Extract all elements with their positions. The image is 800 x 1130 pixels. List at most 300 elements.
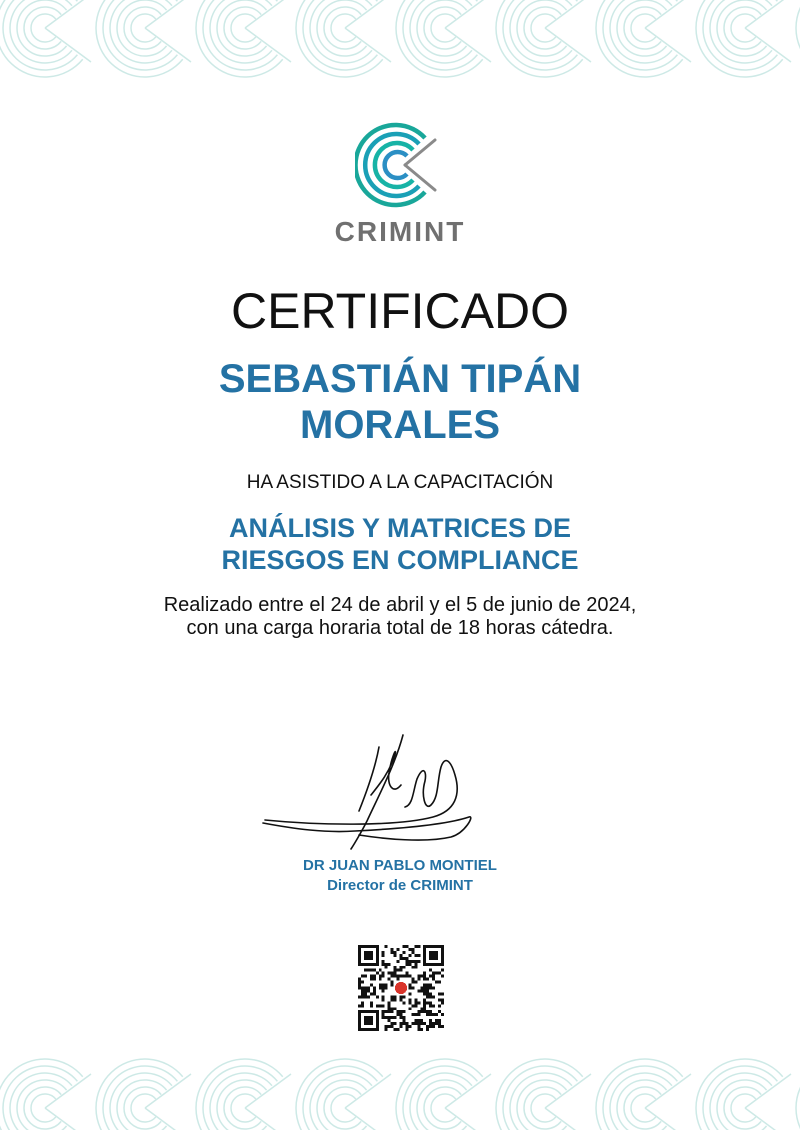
qr-module [370, 1001, 373, 1004]
band-arc [724, 1087, 761, 1129]
qr-module [391, 1016, 394, 1019]
band-pattern-icon [0, 0, 800, 80]
qr-module [408, 987, 411, 990]
qr-module [376, 1004, 379, 1007]
qr-module [394, 966, 397, 969]
qr-module [402, 1010, 405, 1013]
band-line [445, 1108, 491, 1130]
qr-module [376, 995, 379, 998]
qr-module [361, 981, 364, 984]
qr-module [414, 1004, 417, 1007]
band-line [45, 28, 91, 62]
band-line [545, 1108, 591, 1130]
band-arc-group [396, 1059, 491, 1130]
band-arc [531, 14, 556, 42]
band-line [445, 28, 491, 62]
qr-module [400, 975, 403, 978]
qr-module [426, 978, 429, 981]
qr-module [382, 951, 385, 954]
qr-module [394, 975, 397, 978]
qr-module [373, 987, 376, 990]
qr-module [364, 975, 367, 978]
band-arc [31, 1094, 56, 1122]
qr-module [382, 963, 385, 966]
crimint-logo-icon [355, 120, 445, 210]
qr-module [364, 995, 367, 998]
band-arc [531, 1094, 556, 1122]
qr-module [376, 972, 379, 975]
qr-module [426, 1025, 429, 1028]
qr-module [438, 1004, 441, 1007]
qr-module [394, 998, 397, 1001]
band-arc [631, 1094, 656, 1122]
qr-module [361, 1001, 364, 1004]
qr-module [420, 1010, 423, 1013]
band-arc [131, 14, 156, 42]
qr-module [429, 1013, 432, 1016]
band-arc [496, 0, 583, 77]
qr-module [388, 978, 391, 981]
qr-module [370, 992, 373, 995]
qr-module [397, 1013, 400, 1016]
qr-module [429, 975, 432, 978]
qr-module [394, 951, 397, 954]
band-line [745, 1074, 791, 1108]
qr-module [432, 975, 435, 978]
band-arc [110, 0, 172, 63]
qr-module [367, 969, 370, 972]
top-decorative-band [0, 0, 800, 80]
qr-module [426, 1010, 429, 1013]
qr-module [391, 998, 394, 1001]
qr-module [414, 960, 417, 963]
qr-module [432, 995, 435, 998]
qr-module [382, 1004, 385, 1007]
course-details [100, 594, 700, 640]
signatory-block [0, 856, 800, 896]
qr-module [441, 998, 444, 1001]
qr-module [370, 975, 373, 978]
qr-module [423, 992, 426, 995]
band-line [745, 28, 791, 62]
qr-module [394, 972, 397, 975]
recipient-name-line-1: SEBASTIÁN TIPÁN [218, 357, 582, 401]
qr-module [361, 987, 364, 990]
qr-module [414, 998, 417, 1001]
band-arc [310, 0, 372, 63]
band-arc-group [396, 0, 491, 77]
qr-module [441, 975, 444, 978]
qr-module [426, 1001, 429, 1004]
band-arc [696, 0, 783, 77]
qr-module [405, 960, 408, 963]
qr-module [441, 1001, 444, 1004]
qr-module [391, 951, 394, 954]
qr-module [394, 954, 397, 957]
qr-module [411, 948, 414, 951]
qr-module [408, 975, 411, 978]
qr-module [438, 998, 441, 1001]
qr-module [411, 951, 414, 954]
qr-module [400, 957, 403, 960]
band-line [345, 0, 391, 28]
band-arc [24, 1087, 61, 1129]
band-arc [796, 1059, 800, 1130]
band-line [645, 0, 691, 28]
qr-module [400, 969, 403, 972]
qr-module [361, 1004, 364, 1007]
qr-module [394, 1016, 397, 1019]
qr-module [429, 984, 432, 987]
qr-module [423, 1001, 426, 1004]
qr-module [400, 1022, 403, 1025]
qr-module [438, 981, 441, 984]
qr-module [438, 972, 441, 975]
qr-module [411, 960, 414, 963]
band-arc [31, 14, 56, 42]
qr-module [405, 963, 408, 966]
qr-module [417, 1001, 420, 1004]
qr-module [426, 992, 429, 995]
band-line [445, 0, 491, 28]
band-arc [231, 14, 256, 42]
qr-module [411, 987, 414, 990]
qr-module [414, 966, 417, 969]
band-line [345, 28, 391, 62]
course-details-line-2: con una carga horaria total de 18 horas cátedra. [186, 617, 614, 639]
qr-module [435, 1022, 438, 1025]
qr-module [361, 992, 364, 995]
qr-module [402, 945, 405, 948]
qr-module [382, 984, 385, 987]
qr-module [402, 957, 405, 960]
qr-module [400, 1013, 403, 1016]
band-arc-group [596, 1059, 691, 1130]
bottom-decorative-band [0, 1050, 800, 1130]
course-details-line-1: Realizado entre el 24 de abril y el 5 de junio de 2024, [163, 594, 637, 616]
band-line [145, 1074, 191, 1108]
qr-module [397, 960, 400, 963]
qr-module [370, 1004, 373, 1007]
band-arc-group [796, 0, 800, 77]
band-arc-group [296, 1059, 391, 1130]
qr-module [358, 987, 361, 990]
qr-module [400, 954, 403, 957]
band-arc [324, 1087, 361, 1129]
qr-module [391, 981, 394, 984]
qr-module [367, 989, 370, 992]
band-arc [131, 1094, 156, 1122]
qr-module [405, 1022, 408, 1025]
qr-module [382, 995, 385, 998]
band-arc [410, 0, 472, 63]
qr-module [385, 984, 388, 987]
band-arc [224, 1087, 261, 1129]
qr-module [426, 984, 429, 987]
qr-module [402, 1022, 405, 1025]
qr-module [394, 969, 397, 972]
qr-module [382, 1010, 385, 1013]
qr-module [429, 1001, 432, 1004]
certificate-title: CERTIFICADO [231, 283, 569, 339]
band-line [45, 0, 91, 28]
band-arc-group [596, 0, 691, 77]
band-arc [224, 7, 261, 49]
qr-module [435, 1019, 438, 1022]
band-arc [124, 1087, 161, 1129]
qr-module [385, 1010, 388, 1013]
qr-module [411, 981, 414, 984]
qr-module [432, 978, 435, 981]
qr-module [420, 987, 423, 990]
qr-module [385, 1028, 388, 1031]
band-arc [331, 1094, 356, 1122]
qr-module [385, 1016, 388, 1019]
band-line [745, 1108, 791, 1130]
qr-module [382, 975, 385, 978]
band-line [245, 1074, 291, 1108]
qr-module [429, 987, 432, 990]
qr-module [411, 1013, 414, 1016]
qr-module [388, 1025, 391, 1028]
qr-module [388, 1010, 391, 1013]
qr-module [379, 978, 382, 981]
qr-module [438, 1025, 441, 1028]
qr-module [420, 1019, 423, 1022]
qr-module [417, 978, 420, 981]
band-arc-group [296, 0, 391, 77]
qr-module [382, 989, 385, 992]
qr-module [397, 1010, 400, 1013]
qr-code-icon[interactable] [358, 945, 444, 1031]
band-arc-group [696, 0, 791, 77]
band-line [245, 28, 291, 62]
qr-module [402, 1016, 405, 1019]
qr-module [382, 987, 385, 990]
band-line [245, 1108, 291, 1130]
qr-module [391, 1025, 394, 1028]
qr-module [420, 1028, 423, 1031]
signature-icon [255, 725, 485, 860]
qr-module [417, 989, 420, 992]
qr-module [423, 987, 426, 990]
qr-module [391, 984, 394, 987]
band-line [745, 0, 791, 28]
recipient-name-line-2: MORALES [300, 403, 500, 447]
qr-module [358, 981, 361, 984]
band-arc-group [696, 1059, 791, 1130]
qr-module [388, 1016, 391, 1019]
band-arc [431, 1094, 456, 1122]
qr-module [402, 995, 405, 998]
band-arc [196, 0, 283, 77]
band-arc [524, 1087, 561, 1129]
qr-module [426, 987, 429, 990]
qr-module [394, 1007, 397, 1010]
qr-module [397, 948, 400, 951]
band-arc-group [496, 1059, 591, 1130]
qr-module [432, 972, 435, 975]
qr-module [370, 984, 373, 987]
qr-module [441, 1013, 444, 1016]
qr-module [382, 1016, 385, 1019]
qr-module [370, 978, 373, 981]
qr-module [420, 1022, 423, 1025]
course-title-line-1: ANÁLISIS Y MATRICES DE [228, 513, 572, 543]
qr-module [426, 1013, 429, 1016]
band-arc-group [496, 0, 591, 77]
qr-module [441, 969, 444, 972]
qr-module [423, 1004, 426, 1007]
qr-module [438, 1010, 441, 1013]
qr-module [408, 948, 411, 951]
qr-module [382, 972, 385, 975]
qr-module [394, 995, 397, 998]
qr-module [417, 945, 420, 948]
qr-module [394, 1028, 397, 1031]
qr-module [432, 1004, 435, 1007]
qr-module [420, 989, 423, 992]
qr-module [411, 978, 414, 981]
qr-module [414, 981, 417, 984]
qr-module [438, 992, 441, 995]
qr-module [358, 995, 361, 998]
brand-name: CRIMINT [334, 216, 466, 247]
qr-module [429, 1025, 432, 1028]
qr-module [417, 975, 420, 978]
qr-module [358, 1004, 361, 1007]
qr-module [423, 978, 426, 981]
qr-module [364, 987, 367, 990]
qr-module [379, 987, 382, 990]
qr-module [408, 1025, 411, 1028]
qr-module [397, 978, 400, 981]
qr-module [394, 1022, 397, 1025]
qr-module [382, 954, 385, 957]
qr-module [379, 975, 382, 978]
qr-module [364, 989, 367, 992]
band-arc [724, 7, 761, 49]
qr-module [400, 1025, 403, 1028]
band-arc-group [196, 1059, 291, 1130]
qr-module [408, 954, 411, 957]
qr-module [417, 1025, 420, 1028]
qr-module [373, 969, 376, 972]
qr-module [400, 966, 403, 969]
qr-module [429, 1010, 432, 1013]
qr-module [417, 1022, 420, 1025]
band-arc [431, 14, 456, 42]
qr-module [379, 969, 382, 972]
qr-module [423, 989, 426, 992]
qr-module [385, 963, 388, 966]
qr-module [426, 1028, 429, 1031]
qr-module [402, 975, 405, 978]
band-arc [0, 0, 83, 77]
qr-module [361, 975, 364, 978]
qr-module [408, 984, 411, 987]
qr-module [408, 1007, 411, 1010]
qr-module [411, 1004, 414, 1007]
qr-module [358, 978, 361, 981]
band-line [645, 28, 691, 62]
qr-module [388, 1001, 391, 1004]
qr-module [402, 951, 405, 954]
course-title [150, 512, 650, 576]
attended-label: HA ASISTIDO A LA CAPACITACIÓN [246, 472, 554, 493]
qr-module [385, 1025, 388, 1028]
qr-module [411, 966, 414, 969]
qr-module [417, 960, 420, 963]
band-arc [796, 0, 800, 77]
qr-module [414, 1013, 417, 1016]
band-arc-group [96, 1059, 191, 1130]
qr-module [391, 995, 394, 998]
band-line [645, 1074, 691, 1108]
qr-module [435, 1013, 438, 1016]
qr-module [417, 1019, 420, 1022]
band-line [645, 1108, 691, 1130]
qr-module [373, 989, 376, 992]
qr-finder-inner [364, 1016, 373, 1025]
qr-module [385, 966, 388, 969]
qr-module [402, 966, 405, 969]
qr-module [400, 995, 403, 998]
logo-block [0, 120, 800, 248]
band-arc-group [96, 0, 191, 77]
band-arc-group [796, 1059, 800, 1130]
band-arc [731, 1094, 756, 1122]
qr-module [432, 1025, 435, 1028]
qr-module [411, 1022, 414, 1025]
qr-module [429, 1022, 432, 1025]
qr-module [388, 1004, 391, 1007]
qr-module [432, 1013, 435, 1016]
qr-module [400, 1016, 403, 1019]
band-arc [424, 7, 461, 49]
qr-module [429, 1019, 432, 1022]
qr-module [388, 1019, 391, 1022]
qr-module [408, 998, 411, 1001]
qr-module [435, 981, 438, 984]
qr-module [382, 1013, 385, 1016]
qr-module [367, 995, 370, 998]
band-arc [624, 1087, 661, 1129]
qr-module [391, 1022, 394, 1025]
band-arc [231, 1094, 256, 1122]
qr-module [385, 987, 388, 990]
band-arc [210, 0, 272, 63]
qr-module [388, 972, 391, 975]
qr-module [364, 992, 367, 995]
qr-module [391, 1007, 394, 1010]
band-arc [96, 0, 183, 77]
band-line [45, 1074, 91, 1108]
recipient-name [100, 356, 700, 448]
qr-module [423, 998, 426, 1001]
qr-module [373, 978, 376, 981]
band-line [545, 0, 591, 28]
qr-module [414, 954, 417, 957]
qr-module [405, 975, 408, 978]
qr-module [429, 1004, 432, 1007]
qr-module [400, 998, 403, 1001]
qr-module [391, 975, 394, 978]
qr-module [414, 1022, 417, 1025]
qr-module [408, 963, 411, 966]
qr-module [417, 954, 420, 957]
band-arc [596, 0, 683, 77]
